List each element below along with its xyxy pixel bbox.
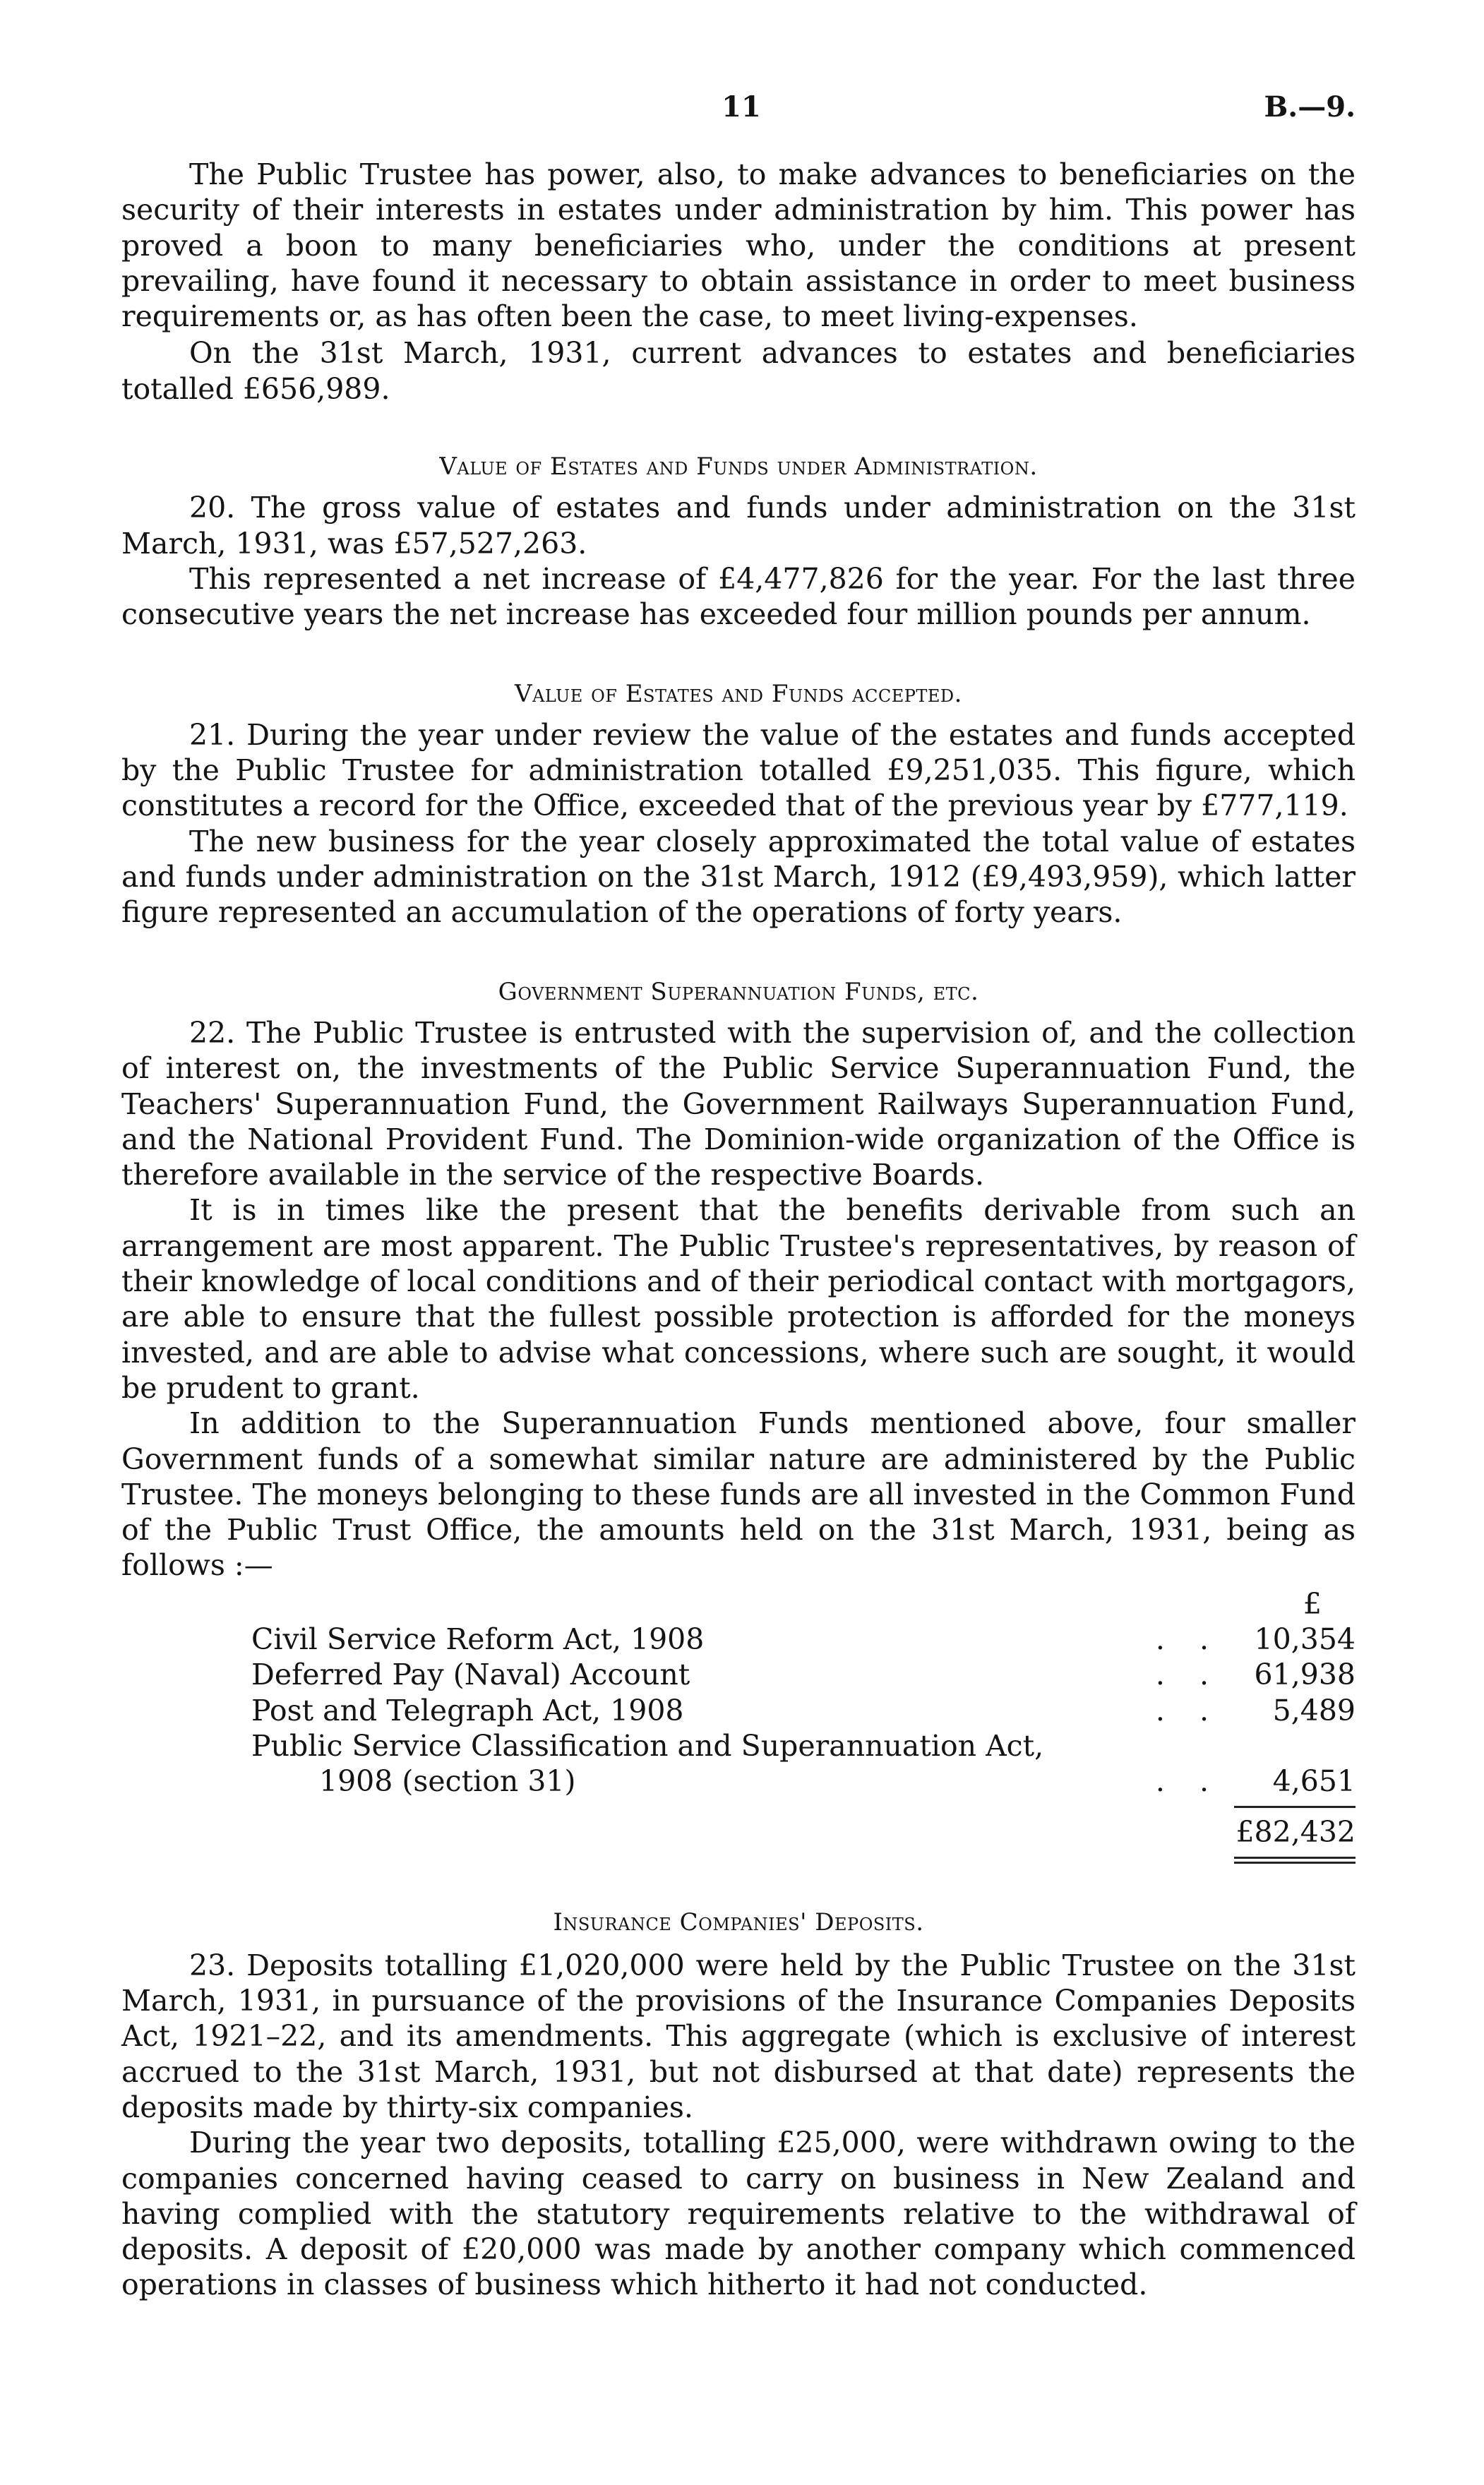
fund-label-continued: 1908 (section 31) [319, 1764, 576, 1799]
table-row [251, 1728, 1356, 1764]
leader-dots: . . [1155, 1658, 1221, 1692]
paragraph-21: 21. During the year under review the value of the estates and funds accepted by the Public Trustee for administration totalled £9,251,035. This figure, which constitutes a record for the Office, exceeded that of the previous year by £777,119. [121, 717, 1356, 823]
paragraph-23-continued: During the year two deposits, totalling £25,000, were withdrawn owing to the companies concerned having ceased to carry on business in New Zealand and having complied with the statutory requirements relative to the withdrawal of deposits. A deposit of £20,000 was made by another company which commenced operations in classes of business which hitherto it had not conducted. [121, 2126, 1356, 2302]
paragraph-22-continued-2: In addition to the Superannuation Funds mentioned above, four smaller Government funds of a somewhat similar nature are administered by the Public Trustee. The moneys belonging to these funds are all invested in the Common Fund of the Public Trust Office, the amounts held on the 31st March, 1931, being as follows :— [121, 1406, 1356, 1583]
total-double-rule-top [1234, 1857, 1356, 1859]
intro-paragraph-2: On the 31st March, 1931, current advances to estates and beneficiaries totalled £656,989. [121, 336, 1356, 406]
intro-paragraph-1: The Public Trustee has power, also, to make advances to beneficiaries on the security of their interests in estates under administration by him. This power has proved a boon to many beneficiaries who, under the conditions at present prevailing, have found it necessary to obtain assistance in order to meet business requirements or, as has often been the case, to meet living-expenses. [121, 157, 1356, 334]
heading-insurance-deposits: Insurance Companies' Deposits. [553, 1908, 924, 1937]
fund-amount: 5,489 [1272, 1693, 1356, 1727]
fund-label: Post and Telegraph Act, 1908 [251, 1693, 684, 1727]
fund-label: Public Service Classification and Superannuation Act, [251, 1728, 1044, 1763]
table-row [251, 1622, 1356, 1657]
total-row [251, 1799, 1356, 1862]
document-reference: B.—9. [1264, 90, 1356, 124]
subtotal-rule [1234, 1806, 1356, 1808]
fund-amount: 61,938 [1254, 1658, 1356, 1692]
fund-label: Civil Service Reform Act, 1908 [251, 1622, 705, 1656]
leader-dots: . . [1155, 1764, 1221, 1799]
leader-dots: . . [1155, 1622, 1221, 1656]
fund-label: Deferred Pay (Naval) Account [251, 1658, 690, 1692]
leader-dots: . . [1155, 1693, 1221, 1727]
table-row [251, 1764, 1356, 1799]
heading-value-accepted: Value of Estates and Funds accepted. [515, 679, 962, 708]
heading-value-under-administration: Value of Estates and Funds under Administration. [439, 453, 1038, 481]
currency-header: £ [1303, 1586, 1322, 1621]
paragraph-21-continued: The new business for the year closely approximated the total value of estates and funds under administration on the 31st March, 1912 (£9,493,959), which latter figure represented an accumulation of the operations of forty years. [121, 824, 1356, 930]
paragraph-23: 23. Deposits totalling £1,020,000 were held by the Public Trustee on the 31st March, 1931, in pursuance of the provisions of the Insurance Companies Deposits Act, 1921–22, and its amendments. This aggregate (which is exclusive of interest accrued to the 31st March, 1931, but not disbursed at that date) represents the deposits made by thirty-six companies. [121, 1948, 1356, 2124]
table-row [251, 1693, 1356, 1728]
fund-total: £82,432 [1235, 1815, 1356, 1850]
paragraph-20: 20. The gross value of estates and funds under administration on the 31st March, 1931, was £57,527,263. [121, 491, 1356, 561]
paragraph-22: 22. The Public Trustee is entrusted with the supervision of, and the collection of interest on, the investments of the Public Service Superannuation Fund, the Teachers' Superannuation Fund, the Government Railways Superannuation Fund, and the National Provident Fund. The Dominion-wide organization of the Office is therefore available in the service of the respective Boards. [121, 1015, 1356, 1192]
heading-superannuation-funds: Government Superannuation Funds, etc. [498, 977, 979, 1006]
fund-amount: 10,354 [1254, 1622, 1356, 1656]
total-double-rule-bottom [1234, 1862, 1356, 1864]
funds-table [251, 1586, 1356, 1863]
paragraph-20-continued: This represented a net increase of £4,477,826 for the year. For the last three consecutive years the net increase has exceeded four million pounds per annum. [121, 561, 1356, 632]
table-row [251, 1657, 1356, 1692]
document-body [121, 157, 1356, 2303]
paragraph-22-continued-1: It is in times like the present that the benefits derivable from such an arrangement are most apparent. The Public Trustee's representatives, by reason of their knowledge of local conditions and of their periodical contact with mortgagors, are able to ensure that the fullest possible protection is afforded for the moneys invested, and are able to advise what concessions, where such are sought, it would be prudent to grant. [121, 1193, 1356, 1405]
page-number: 11 [722, 90, 761, 124]
fund-amount: 4,651 [1272, 1764, 1356, 1799]
